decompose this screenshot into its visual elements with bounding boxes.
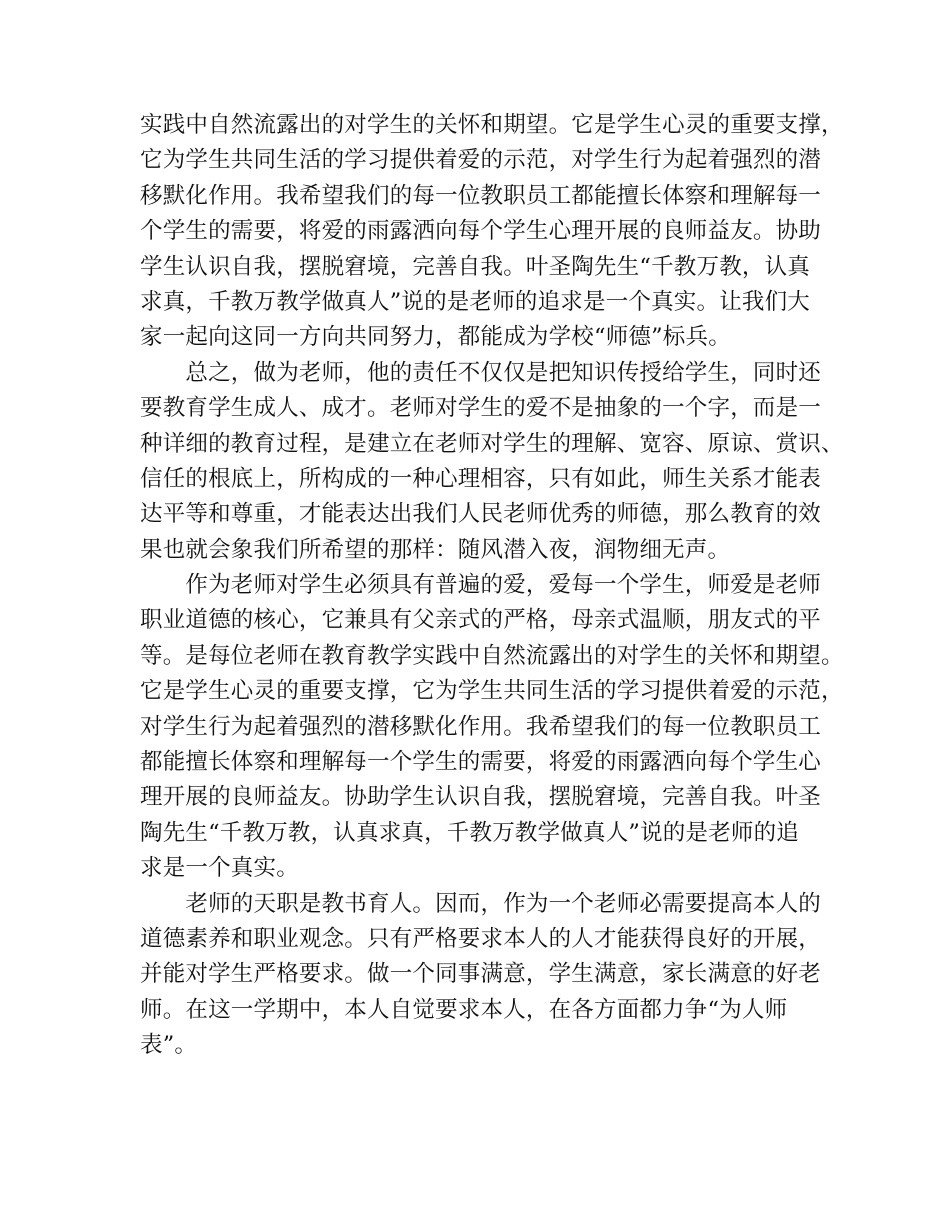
text-line: 职业道德的核心，它兼具有父亲式的严格，母亲式温顺，朋友式的平	[140, 607, 822, 634]
text-line: 它为学生共同生活的学习提供着爱的示范，对学生行为起着强烈的潜	[140, 147, 822, 174]
text-line: 都能擅长体察和理解每一个学生的需要，将爱的雨露洒向每个学生心	[140, 749, 822, 776]
text-line: 达平等和尊重，才能表达出我们人民老师优秀的师德，那么教育的效	[140, 501, 822, 528]
text-line: 师。在这一学期中，本人自觉要求本人，在各方面都力争“为人师	[140, 996, 788, 1023]
text-line: 陶先生“千教万教，认真求真，千教万教学做真人”说的是老师的追	[140, 819, 800, 846]
text-line: 移默化作用。我希望我们的每一位教职员工都能擅长体察和理解每一	[140, 182, 822, 209]
text-line: 对学生行为起着强烈的潜移默化作用。我希望我们的每一位教职员工	[140, 713, 822, 740]
text-line: 等。是每位老师在教育教学实践中自然流露出的对学生的关怀和期望。	[140, 642, 844, 669]
text-line: 道德素养和职业观念。只有严格要求本人的人才能获得良好的开展，	[140, 925, 822, 952]
text-line: 种详细的教育过程，是建立在老师对学生的理解、宽容、原谅、赏识、	[140, 430, 844, 457]
text-line: 作为老师对学生必须具有普遍的爱，爱每一个学生，师爱是老师	[140, 572, 822, 599]
text-line: 个学生的需要，将爱的雨露洒向每个学生心理开展的良师益友。协助	[140, 218, 822, 245]
text-line: 求真，千教万教学做真人”说的是老师的追求是一个真实。让我们大	[140, 288, 811, 315]
text-line: 学生认识自我，摆脱窘境，完善自我。叶圣陶先生“千教万教，认真	[140, 253, 811, 280]
text-line: 求是一个真实。	[140, 855, 299, 882]
text-line: 要教育学生成人、成才。老师对学生的爱不是抽象的一个字，而是一	[140, 395, 822, 422]
text-line: 家一起向这同一方向共同努力，都能成为学校“师德”标兵。	[140, 324, 731, 351]
text-line: 表”。	[140, 1032, 198, 1059]
body-text	[140, 108, 844, 1064]
text-line: 并能对学生严格要求。做一个同事满意，学生满意，家长满意的好老	[140, 961, 822, 988]
text-line: 信任的根底上，所构成的一种心理相容，只有如此，师生关系才能表	[140, 465, 822, 492]
text-line: 实践中自然流露出的对学生的关怀和期望。它是学生心灵的重要支撑，	[140, 112, 844, 138]
text-line: 理开展的良师益友。协助学生认识自我，摆脱窘境，完善自我。叶圣	[140, 784, 822, 811]
text-line: 老师的天职是教书育人。因而，作为一个老师必需要提高本人的	[140, 890, 822, 917]
text-line: 它是学生心灵的重要支撑，它为学生共同生活的学习提供着爱的示范，	[140, 678, 844, 705]
text-line: 总之，做为老师，他的责任不仅仅是把知识传授给学生，同时还	[140, 359, 822, 386]
text-line: 果也就会象我们所希望的那样：随风潜入夜，润物细无声。	[140, 536, 731, 563]
